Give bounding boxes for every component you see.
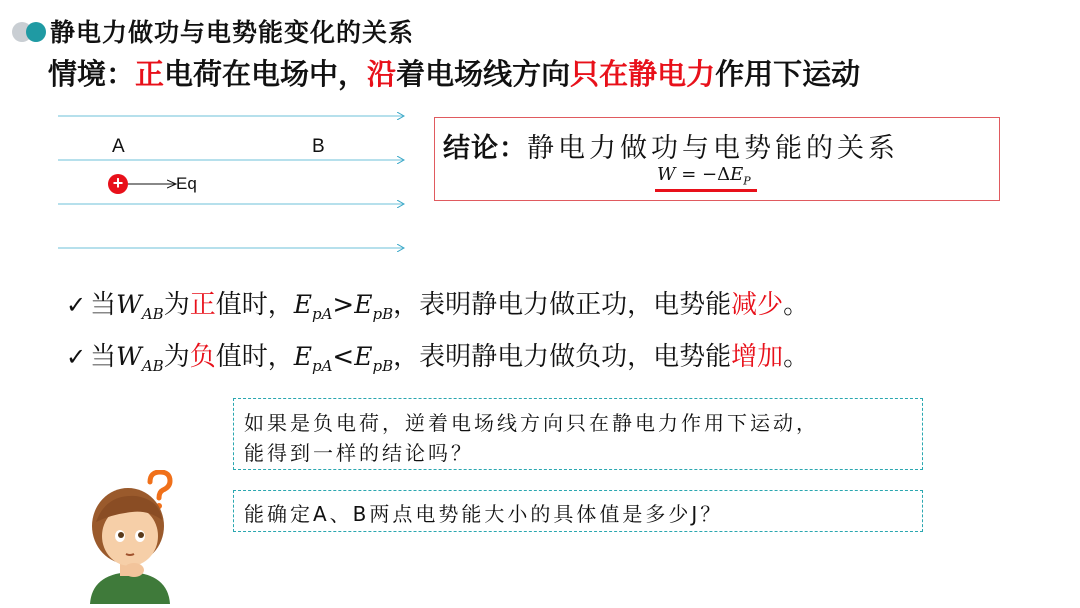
question2-line1: 能确定A、B两点电势能大小的具体值是多少J？	[244, 502, 724, 526]
e-pa: $E_{pA}$	[293, 342, 333, 375]
conclusion-text	[443, 126, 899, 165]
positive-charge-icon: +	[108, 174, 128, 194]
title-bullet-icon	[12, 22, 52, 42]
sign-positive: 正	[189, 290, 216, 320]
scenario-highlight-only-force: 只在静电力	[570, 57, 716, 91]
point-b-label: B	[312, 136, 325, 157]
scenario-highlight-positive: 正	[135, 57, 165, 91]
scenario-line	[48, 52, 860, 93]
work-energy-formula	[657, 164, 751, 188]
check-icon: ✓	[66, 343, 87, 371]
check-icon: ✓	[66, 291, 87, 319]
question1-line1: 如果是负电荷，逆着电场线方向只在静电力作用下运动，	[244, 411, 819, 435]
formula-w: W	[657, 164, 676, 185]
result-decrease: 减少	[731, 290, 784, 320]
formula-eq: = −Δ	[675, 164, 731, 185]
conclusion-label: 结论：	[443, 133, 527, 164]
scenario-highlight-along: 沿	[367, 57, 397, 91]
scenario-text-1: 电荷在电场中，	[164, 57, 368, 91]
w-ab: $W_{AB}$	[116, 342, 164, 375]
slide-title: 静电力做功与电势能变化的关系	[50, 18, 415, 47]
e-pb: $E_{pB}$	[354, 290, 394, 323]
question1-line2: 能得到一样的结论吗？	[244, 441, 474, 465]
e-pa: $E_{pA}$	[293, 290, 333, 323]
formula-e: E	[730, 164, 744, 185]
result-increase: 增加	[731, 342, 784, 372]
scenario-text-3: 作用下运动	[715, 57, 861, 91]
force-label: Eq	[176, 174, 197, 193]
bullet-positive-work: ✓ 当$W_{AB}$为正值时，$E_{pA}>E_{pB}$，表明静电力做正功，电势能减少。	[66, 290, 810, 323]
question-box-negative-charge	[233, 398, 923, 470]
formula-sub: P	[743, 174, 751, 188]
w-ab: $W_{AB}$	[116, 290, 164, 323]
field-lines	[0, 100, 420, 260]
bullet-negative-work: ✓ 当$W_{AB}$为负值时，$E_{pA}<E_{pB}$，表明静电力做负功，电势能增加。	[66, 342, 810, 375]
conclusion-statement: 静电力做功与电势能的关系	[527, 133, 899, 164]
conclusion-box	[434, 117, 1000, 201]
scenario-text-2: 着电场线方向	[396, 57, 571, 91]
electric-field-diagram	[0, 100, 420, 260]
scenario-prefix: 情境：	[48, 57, 136, 91]
question-box-absolute-value	[233, 490, 923, 532]
point-a-label: A	[112, 136, 125, 157]
sign-negative: 负	[189, 342, 216, 372]
thinking-child-icon	[70, 470, 190, 604]
e-pb: $E_{pB}$	[354, 342, 394, 375]
formula-underline	[655, 189, 757, 192]
